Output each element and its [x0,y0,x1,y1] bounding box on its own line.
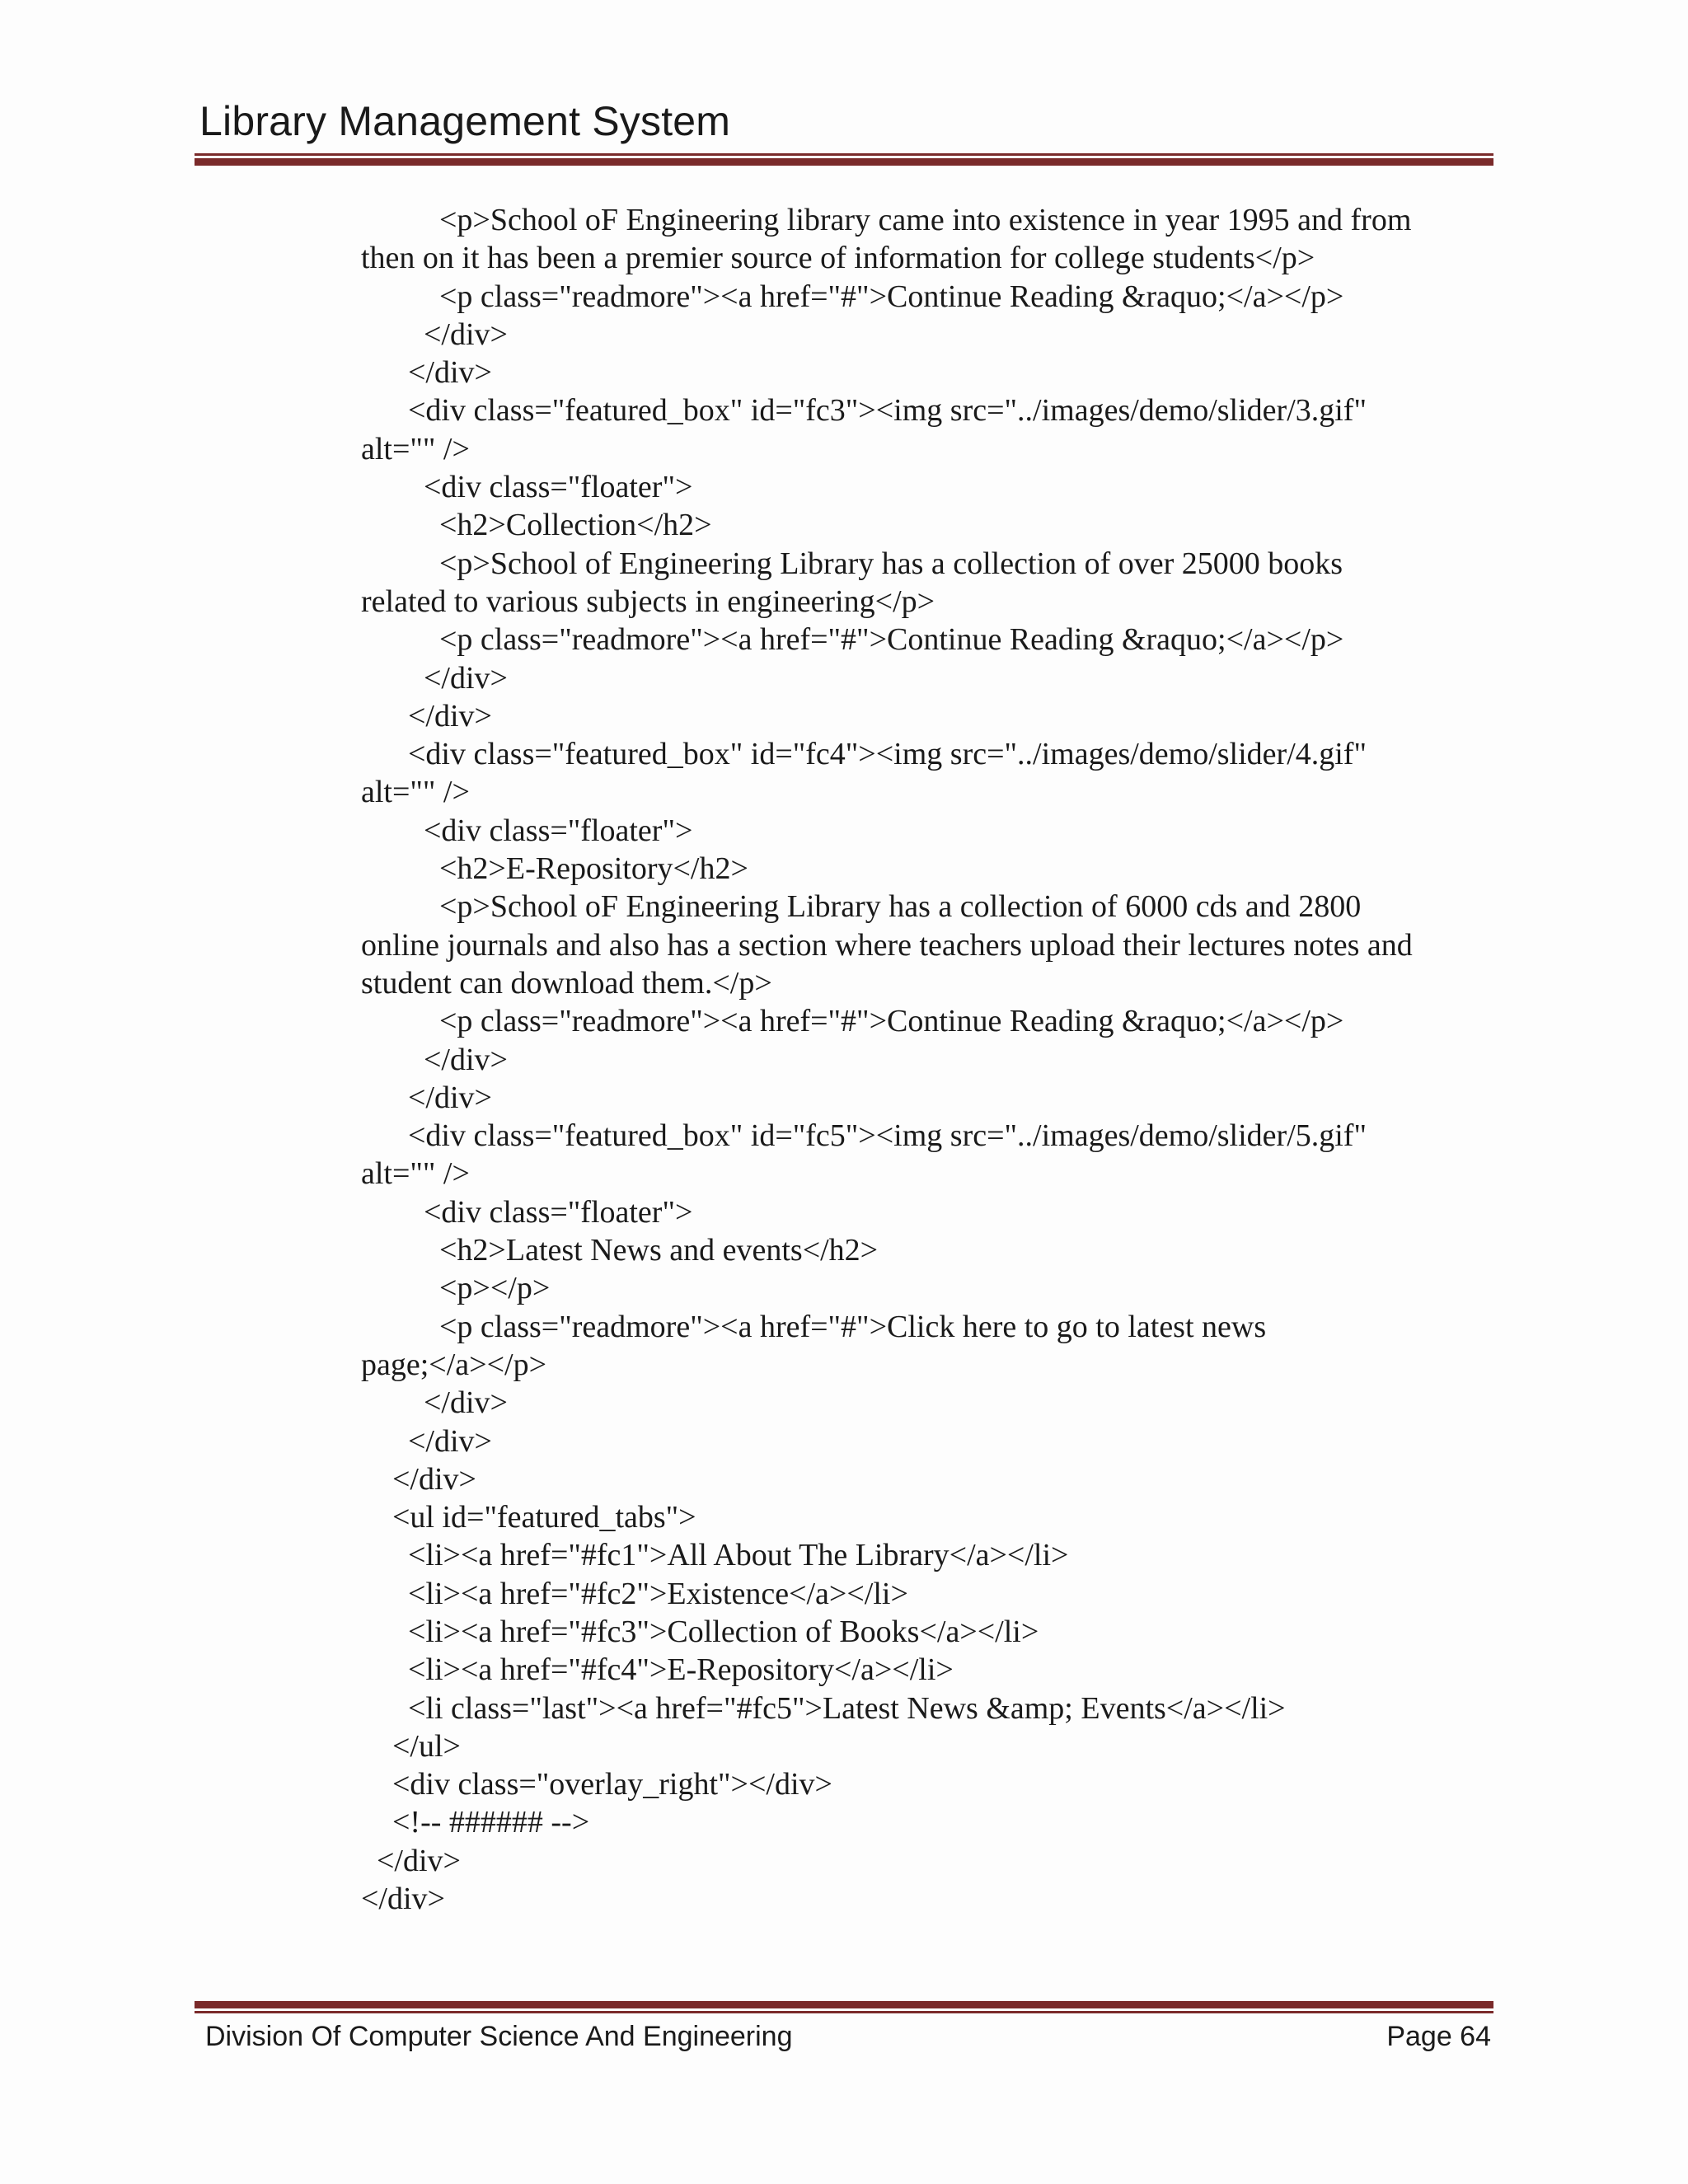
code-line: </ul> [361,1728,461,1764]
code-line: <h2>Collection</h2> [361,508,712,543]
code-line: <li><a href="#fc4">E-Repository</a></li> [361,1652,954,1688]
code-line: <li><a href="#fc2">Existence</a></li> [361,1576,908,1611]
code-line: <h2>E-Repository</h2> [361,851,748,887]
code-line: </div> [361,1461,476,1497]
footer-rule-thick [195,2001,1493,2008]
code-line: <div class="overlay_right"></div> [361,1767,832,1802]
code-line: alt="" /> [361,775,470,810]
footer-rule-thin [195,2011,1493,2013]
code-line: <p class="readmore"><a href="#">Continue Reading &raquo;</a></p> [361,1004,1344,1039]
code-line: </div> [361,1423,492,1459]
code-line: </div> [361,1080,492,1115]
code-line: <div class="featured_box" id="fc3"><img src="../images/demo/slider/3.gif" [361,393,1367,429]
code-line: then on it has been a premier source of information for college students</p> [361,241,1315,276]
code-line: </div> [361,1882,445,1917]
code-listing [361,201,1498,1918]
code-line: <p class="readmore"><a href="#">Continue Reading &raquo;</a></p> [361,279,1344,314]
code-line: <li class="last"><a href="#fc5">Latest News &amp; Events</a></li> [361,1690,1286,1726]
code-line: online journals and also has a section where teachers upload their lectures notes and [361,927,1413,963]
code-line: <!-- ###### --> [361,1805,590,1840]
code-line: student can download them.</p> [361,965,772,1001]
code-line: </div> [361,1042,508,1077]
footer-page-number: Page 64 [1386,2021,1491,2052]
code-line: <div class="floater"> [361,813,693,848]
code-line: </div> [361,316,508,352]
footer-division: Division Of Computer Science And Engineering [205,2021,793,2052]
code-line: alt="" /> [361,431,470,466]
code-line: </div> [361,1843,461,1878]
code-line: alt="" /> [361,1156,470,1192]
code-line: <p></p> [361,1271,551,1306]
code-line: </div> [361,660,508,696]
code-line: </div> [361,1385,508,1421]
code-line: </div> [361,698,492,733]
code-line: </div> [361,355,492,391]
code-line: <p class="readmore"><a href="#">Click here to go to latest news [361,1309,1267,1344]
code-line: <div class="floater"> [361,470,693,505]
page-header-title: Library Management System [199,98,731,144]
code-line: <ul id="featured_tabs"> [361,1500,696,1535]
code-line: page;</a></p> [361,1347,546,1382]
header-rule-thick [195,158,1493,166]
code-line: <div class="floater"> [361,1194,693,1230]
header-rule-thin [195,153,1493,156]
code-line: <p class="readmore"><a href="#">Continue Reading &raquo;</a></p> [361,622,1344,658]
code-line: <li><a href="#fc3">Collection of Books</a></li> [361,1614,1039,1649]
code-line: <div class="featured_box" id="fc5"><img src="../images/demo/slider/5.gif" [361,1118,1367,1154]
code-line: <div class="featured_box" id="fc4"><img src="../images/demo/slider/4.gif" [361,737,1367,772]
code-line: <li><a href="#fc1">All About The Library</a></li> [361,1538,1069,1573]
code-line: <p>School oF Engineering Library has a collection of 6000 cds and 2800 [361,889,1362,925]
code-line: related to various subjects in engineering</p> [361,583,935,619]
code-line: <p>School oF Engineering library came into existence in year 1995 and from [361,203,1412,237]
code-line: <h2>Latest News and events</h2> [361,1233,879,1268]
code-line: <p>School of Engineering Library has a collection of over 25000 books [361,546,1343,581]
